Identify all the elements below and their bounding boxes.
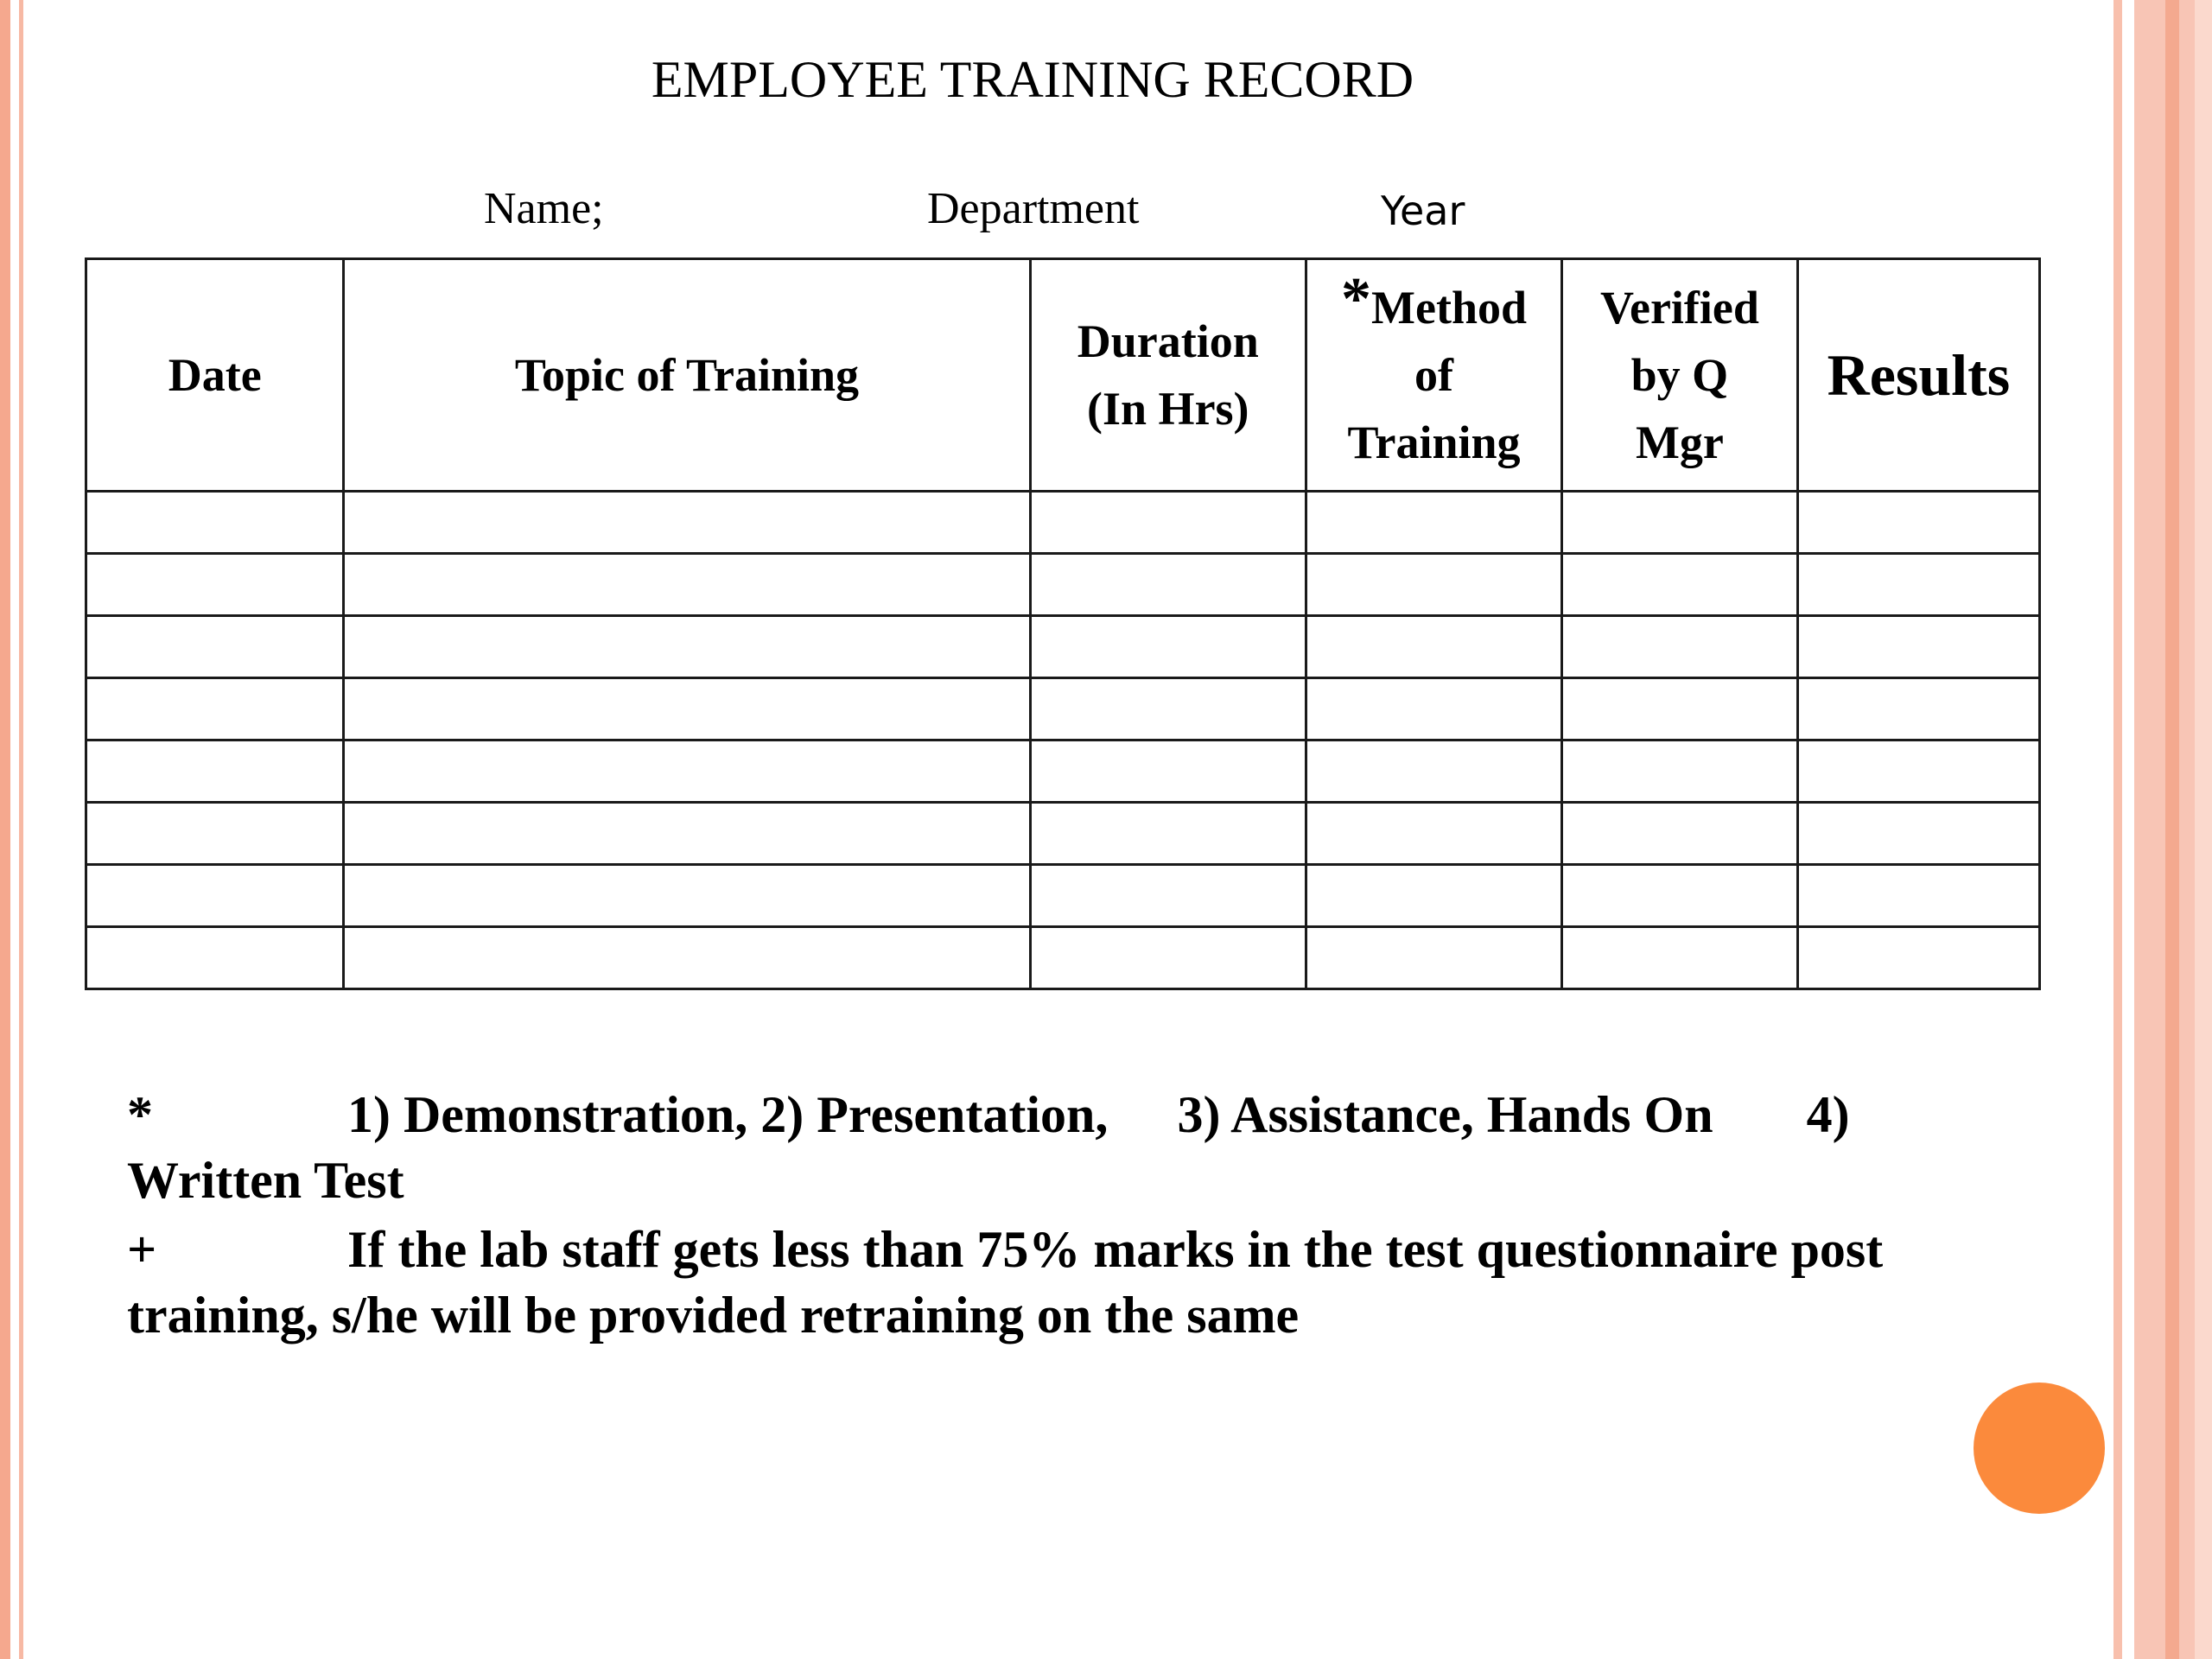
header-method-line3: Training [1347,416,1521,468]
frame-left-stripe [0,0,10,1659]
table-cell[interactable] [344,865,1030,927]
table-cell[interactable] [1306,865,1562,927]
table-cell[interactable] [344,492,1030,554]
table-row [86,741,2040,803]
note2-text1: If the lab staff gets less than 75% marks in the test questionnaire post [347,1221,1884,1278]
note2-line1 [127,1217,1993,1282]
table-cell[interactable] [1030,741,1306,803]
frame-right-edge [2195,0,2212,1659]
table-cell[interactable] [344,803,1030,865]
table-cell[interactable] [1306,927,1562,989]
table-cell[interactable] [1797,616,2039,678]
table-cell[interactable] [1797,678,2039,741]
frame-right-thin-stripe [2113,0,2122,1659]
note1-part3: 4) [1806,1086,1850,1143]
table-cell[interactable] [1306,492,1562,554]
table-cell[interactable] [344,616,1030,678]
table-cell[interactable] [1030,616,1306,678]
training-record-table [85,257,2041,990]
notes-section [127,1082,1993,1348]
header-date: Date [86,259,344,492]
table-cell[interactable] [1030,492,1306,554]
table-cell[interactable] [1030,678,1306,741]
note1-part1: 1) Demonstration, 2) Presentation, [347,1086,1109,1143]
table-cell[interactable] [344,741,1030,803]
table-cell[interactable] [86,741,344,803]
department-label: Department [927,184,1140,233]
table-cell[interactable] [1030,554,1306,616]
table-cell[interactable] [1306,616,1562,678]
table-header-row [86,259,2040,492]
table-cell[interactable] [344,927,1030,989]
table-cell[interactable] [1562,741,1798,803]
header-method-line2: of [1414,349,1454,401]
table-cell[interactable] [344,678,1030,741]
table-row [86,492,2040,554]
header-duration-line2: (In Hrs) [1087,383,1249,435]
header-method [1306,259,1562,492]
year-label: Year [1381,188,1465,234]
table-cell[interactable] [1797,927,2039,989]
table-cell[interactable] [1306,554,1562,616]
header-topic: Topic of Training [344,259,1030,492]
table-cell[interactable] [1562,678,1798,741]
header-verified-line3: Mgr [1635,416,1724,468]
note1-marker: * [127,1086,153,1143]
table-cell[interactable] [86,803,344,865]
table-cell[interactable] [1797,741,2039,803]
header-verified-line2: by Q [1630,349,1729,401]
table-cell[interactable] [86,927,344,989]
table-cell[interactable] [1562,865,1798,927]
table-cell[interactable] [1562,492,1798,554]
frame-right-stripe [2165,0,2179,1659]
table-row [86,616,2040,678]
table-cell[interactable] [1797,554,2039,616]
table-row [86,927,2040,989]
note1-part2: 3) Assistance, Hands On [1177,1086,1713,1143]
header-verified [1562,259,1798,492]
table-cell[interactable] [86,616,344,678]
table-cell[interactable] [1562,616,1798,678]
header-duration-line1: Duration [1077,315,1259,367]
note1-line1 [127,1082,1993,1147]
table-cell[interactable] [86,554,344,616]
header-results: Results [1797,259,2039,492]
table-cell[interactable] [1797,865,2039,927]
table-cell[interactable] [1797,803,2039,865]
table-cell[interactable] [1797,492,2039,554]
header-verified-line1: Verified [1599,282,1759,334]
table-cell[interactable] [344,554,1030,616]
frame-left-thin-stripe [19,0,23,1659]
table-cell[interactable] [1562,554,1798,616]
table-cell[interactable] [1562,927,1798,989]
table-row [86,865,2040,927]
table-cell[interactable] [86,678,344,741]
header-method-line1: Method [1371,282,1528,334]
table-cell[interactable] [1562,803,1798,865]
header-duration [1030,259,1306,492]
note2-line2: training, s/he will be provided retraining on the same [127,1287,1300,1344]
decorative-orange-circle [1974,1382,2105,1514]
table-cell[interactable] [1306,803,1562,865]
note1-line2: Written Test [127,1152,404,1209]
table-row [86,678,2040,741]
document-title: EMPLOYEE TRAINING RECORD [651,51,1414,108]
header-method-asterisk: * [1341,266,1372,333]
table-row [86,803,2040,865]
table-cell[interactable] [86,865,344,927]
note2-marker: + [127,1221,157,1278]
table-row [86,554,2040,616]
table-cell[interactable] [1306,678,1562,741]
name-label: Name; [484,184,604,233]
table-cell[interactable] [1030,803,1306,865]
table-cell[interactable] [1306,741,1562,803]
table-cell[interactable] [1030,927,1306,989]
table-cell[interactable] [1030,865,1306,927]
table-cell[interactable] [86,492,344,554]
table-body [86,492,2040,989]
